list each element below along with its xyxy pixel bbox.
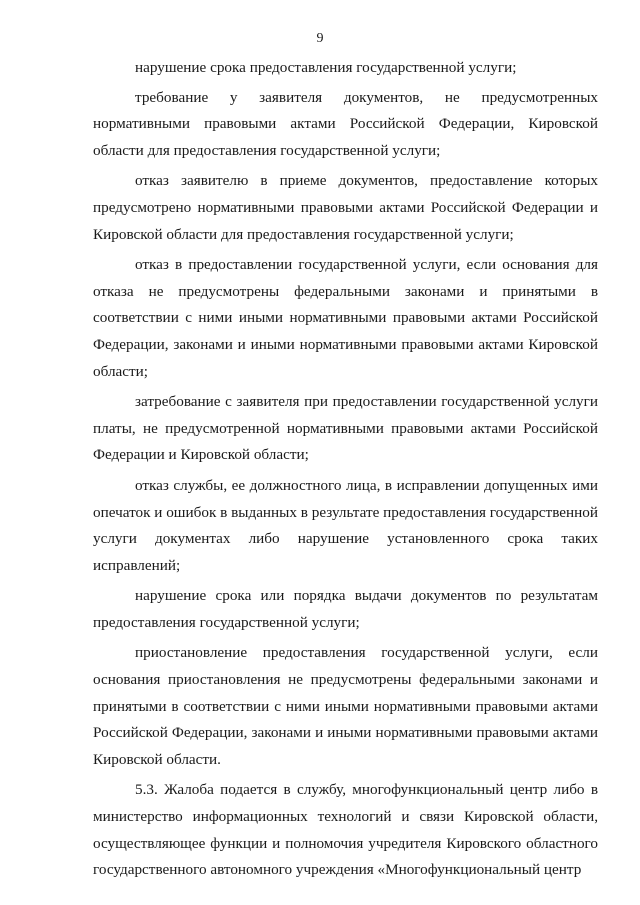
paragraph: отказ службы, ее должностного лица, в исправлении допущенных ими опечаток и ошибок в выданных в результате предоставления государственной услуги документах либо нарушение установленного срока таких исправлений; bbox=[93, 476, 598, 574]
paragraph: требование у заявителя документов, не предусмотренных нормативными правовыми актами Российской Федерации, Кировской области для предоставления государственной услуги; bbox=[93, 88, 598, 159]
paragraph: нарушение срока или порядка выдачи документов по результатам предоставления государственной услуги; bbox=[93, 587, 598, 631]
page-number: 9 bbox=[316, 31, 324, 46]
body-text bbox=[93, 55, 598, 884]
paragraph: нарушение срока предоставления государственной услуги; bbox=[135, 59, 517, 76]
paragraph: 5.3. Жалоба подается в службу, многофункциональный центр либо в министерство информационных технологий и связи Кировской области, осуществляющее функции и полномочия учредителя Кировского областного государственного автономного учреждения «Многофункциональный центр bbox=[93, 781, 598, 879]
paragraph: затребование с заявителя при предоставлении государственной услуги платы, не предусмотренной нормативными правовыми актами Российской Федерации и Кировской области; bbox=[93, 393, 598, 464]
paragraph: приостановление предоставления государственной услуги, если основания приостановления не предусмотрены федеральными законами и принятыми в соответствии с ними иными нормативными правовыми актами Российской Федерации, законами и иными нормативными правовыми актами Кировской области. bbox=[93, 644, 598, 768]
paragraph: отказ заявителю в приеме документов, предоставление которых предусмотрено нормативными правовыми актами Российской Федерации и Кировской области для предоставления государственной услуги; bbox=[93, 172, 598, 243]
paragraph: отказ в предоставлении государственной услуги, если основания для отказа не предусмотрены федеральными законами и принятыми в соответствии с ними иными нормативными правовыми актами Российской Федерации, законами и иными нормативными правовыми актами Кировской области; bbox=[93, 256, 598, 380]
